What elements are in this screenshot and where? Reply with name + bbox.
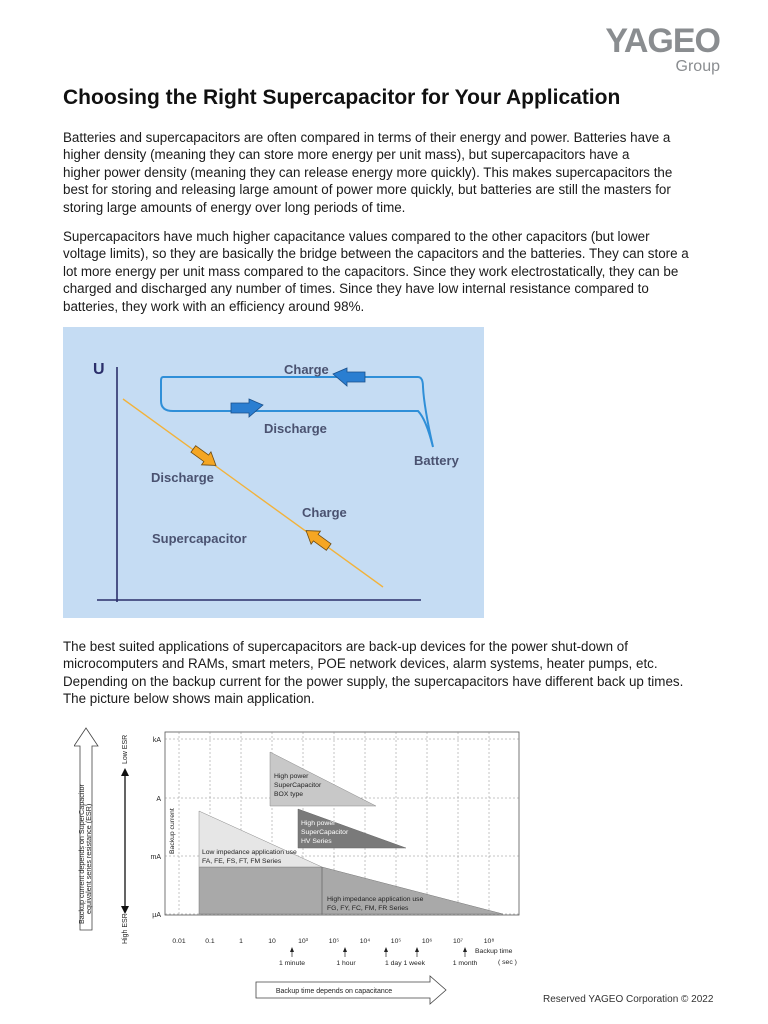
- paragraph-line: batteries, they work with an efficiency around 98%.: [63, 298, 365, 314]
- x-tick: 10³: [298, 938, 308, 945]
- x-tick: 1: [239, 938, 243, 945]
- region-hv-label: High power SuperCapacitor HV Series: [301, 820, 349, 845]
- y-tick-a: A: [156, 796, 161, 803]
- x-tick: 10⁵: [390, 938, 402, 945]
- x-axis-label-2: ( sec ): [498, 959, 517, 966]
- time-mark-hour: 1 hour: [336, 960, 356, 967]
- x-tick: 10⁶: [421, 938, 433, 945]
- battery-discharge-label: Discharge: [264, 421, 327, 436]
- supercap-discharge-arrow: [189, 442, 221, 471]
- low-esr-label: Low ESR: [122, 734, 129, 764]
- page-title: Choosing the Right Supercapacitor for Your Application: [63, 86, 621, 109]
- x-ticks: [172, 938, 494, 945]
- battery-discharge-arrow: [231, 399, 263, 417]
- logo-wordmark: YAGEO: [605, 22, 720, 60]
- region-high-impedance-label: High impedance application use FG, FY, FC, FM, FR Series: [327, 896, 424, 912]
- paragraph-line: The best suited applications of supercapacitors are back-up devices for the power shut-down of: [63, 639, 628, 654]
- battery-charge-label: Charge: [284, 362, 329, 377]
- x-tick: 10⁴: [359, 938, 371, 945]
- x-tick: 10: [268, 938, 276, 945]
- capacitance-arrow-label: Backup time depends on capacitance: [275, 988, 393, 995]
- time-mark-month: 1 month: [452, 960, 478, 967]
- y-ticks: [151, 737, 162, 919]
- paragraph-line: The picture below shows main application.: [63, 691, 315, 707]
- paragraph-line: lot more energy per unit mass compared to the capacitors. Since they work electrostatically, they can be: [63, 263, 679, 279]
- backup-application-chart: [74, 724, 524, 1010]
- region-low-impedance-label: Low impedance application use FA, FE, FS, FT, FM Series: [202, 849, 297, 865]
- y-tick-ka: kA: [152, 737, 161, 744]
- x-axis-label-1: Backup time: [475, 948, 513, 955]
- paragraph-line: microcomputers and RAMs, smart meters, POE network devices, alarm systems, heater pumps, etc.: [63, 656, 658, 672]
- u-axis-label: U: [93, 361, 105, 378]
- time-mark-day-week: 1 day 1 week: [384, 960, 426, 967]
- paragraph-applications: [63, 638, 713, 708]
- region-box-label: High power SuperCapacitor BOX type: [274, 773, 322, 798]
- paragraph-line: higher density (meaning they can store more energy per unit mass), but supercapacitors have a: [63, 147, 630, 163]
- high-esr-label: High ESR: [122, 913, 129, 944]
- supercap-charge-label: Charge: [302, 505, 347, 520]
- charge-discharge-figure: [63, 327, 484, 618]
- paragraph-line: best for storing and releasing large amount of power more quickly, but batteries are still the masters for: [63, 182, 671, 198]
- supercapacitor-line: [123, 399, 383, 587]
- supercap-discharge-label: Discharge: [151, 470, 214, 485]
- paragraph-line: Depending on the backup current for the power supply, the supercapacitors have different back up times.: [63, 673, 684, 689]
- supercapacitor-label: Supercapacitor: [152, 531, 247, 546]
- battery-charge-arrow: [333, 368, 365, 386]
- logo-subtitle: Group: [675, 58, 720, 75]
- paragraph-line: higher power density (meaning they can release energy more quickly). This makes supercapacitors the: [63, 164, 673, 180]
- y-axis-label: Backup current: [169, 808, 176, 854]
- x-tick: 10⁷: [452, 938, 464, 945]
- y-tick-ua: µA: [152, 912, 161, 919]
- copyright-footer: Reserved YAGEO Corporation © 2022: [543, 994, 714, 1005]
- time-mark-minute: 1 minute: [278, 960, 306, 967]
- x-tick: 0.01: [172, 938, 186, 945]
- battery-curve: [161, 377, 433, 447]
- esr-outer-label-2: equivalent series resistance (ESR): [84, 803, 93, 914]
- yageo-logo: [605, 24, 720, 75]
- paragraph-line: storing large amounts of energy over long periods of time.: [63, 199, 406, 215]
- supercap-charge-arrow: [301, 524, 333, 553]
- paragraph-line: charged and discharged any number of times. Since they have low internal resistance compared to: [63, 281, 649, 297]
- x-tick: 0.1: [205, 938, 215, 945]
- paragraph-line: Batteries and supercapacitors are often compared in terms of their energy and power. Batteries have a: [63, 130, 671, 145]
- esr-outer-label-1: Backup current depends on SuperCapacitor: [77, 784, 86, 924]
- time-markers: [292, 950, 465, 957]
- paragraph-energy-power: [63, 129, 713, 216]
- paragraph-line: Supercapacitors have much higher capacitance values compared to the other capacitors (but lower: [63, 229, 650, 244]
- paragraph-capacitance: [63, 228, 713, 315]
- x-tick: 10⁸: [483, 938, 495, 945]
- battery-label: Battery: [414, 453, 459, 468]
- y-tick-ma: mA: [150, 854, 161, 861]
- x-tick: 10⁵: [328, 938, 340, 945]
- paragraph-line: voltage limits), so they are basically the bridge between the capacitors and the batteries. They can store a: [63, 246, 689, 262]
